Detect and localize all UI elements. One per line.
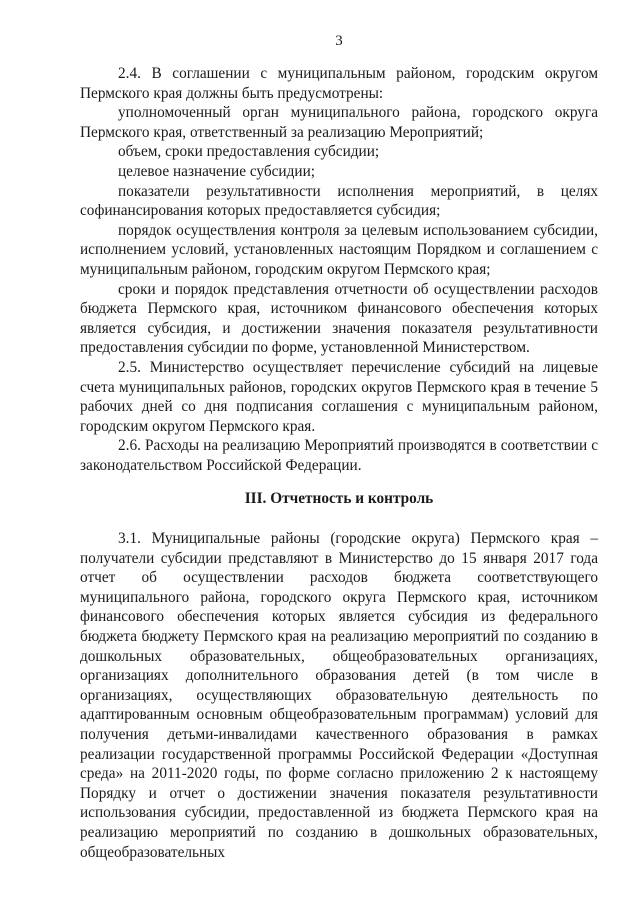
list-item-control-procedure: порядок осуществления контроля за целевым использованием субсидии, исполнением условий, установленных настоящим Порядком и соглашением с муниципальным районом, городским округом Пермского края; xyxy=(80,221,598,278)
list-item-performance-indicators: показатели результативности исполнения мероприятий, в целях софинансирования которых предоставляется субсидия; xyxy=(80,182,598,220)
paragraph-2-4: 2.4. В соглашении с муниципальным районом, городским округом Пермского края должны быть предусмотрены: xyxy=(80,65,598,102)
list-item-reporting-terms: сроки и порядок представления отчетности об осуществлении расходов бюджета Пермского края, источником финансового обеспечения которых является субсидия, и достижении значения показателя результативности предоставления субсидии по форме, установленной Министерством. xyxy=(80,280,598,357)
paragraph-2-6: 2.6. Расходы на реализацию Мероприятий производятся в соответствии с законодательством Российской Федерации. xyxy=(80,437,598,474)
paragraph-2-5: 2.5. Министерство осуществляет перечисление субсидий на лицевые счета муниципальных районов, городских округов Пермского края в течение 5 рабочих дней со дня подписания соглашения с муниципальным районом, городским округом Пермского края. xyxy=(80,358,598,435)
document-body xyxy=(80,64,598,862)
list-item-purpose: целевое назначение субсидии; xyxy=(118,162,316,180)
paragraph-3-1: 3.1. Муниципальные районы (городские округа) Пермского края – получатели субсидии представляют в Министерство до 15 января 2017 года отчет об осуществлении расходов бюджета соответствующего муниципального района, городского округа Пермского края, источником финансового обеспечения которых является субсидия из федерального бюджета бюджету Пермского края на реализацию мероприятий по созданию в дошкольных образовательных, общеобразовательных организациях, организациях дополнительного образования детей (в том числе в организациях, осуществляющих образовательную деятельность по адаптированным основным общеобразовательным программам) условий для получения детьми-инвалидами качественного образования в рамках реализации государственной программы Российской Федерации «Доступная среда» на 2011-2020 годы, по форме согласно приложению 2 к настоящему Порядку и отчет о достижении значения показателя результативности использования субсидии, предоставленной из бюджета Пермского края на реализацию мероприятий по созданию в дошкольных образовательных, общеобразовательных xyxy=(80,530,598,861)
page-number: 3 xyxy=(335,33,343,49)
section-3-heading: III. Отчетность и контроль xyxy=(244,490,434,508)
list-item-authorized-body: уполномоченный орган муниципального района, городского округа Пермского края, ответственный за реализацию Мероприятий; xyxy=(80,104,598,141)
list-item-volume-terms: объем, сроки предоставления субсидии; xyxy=(118,143,380,161)
